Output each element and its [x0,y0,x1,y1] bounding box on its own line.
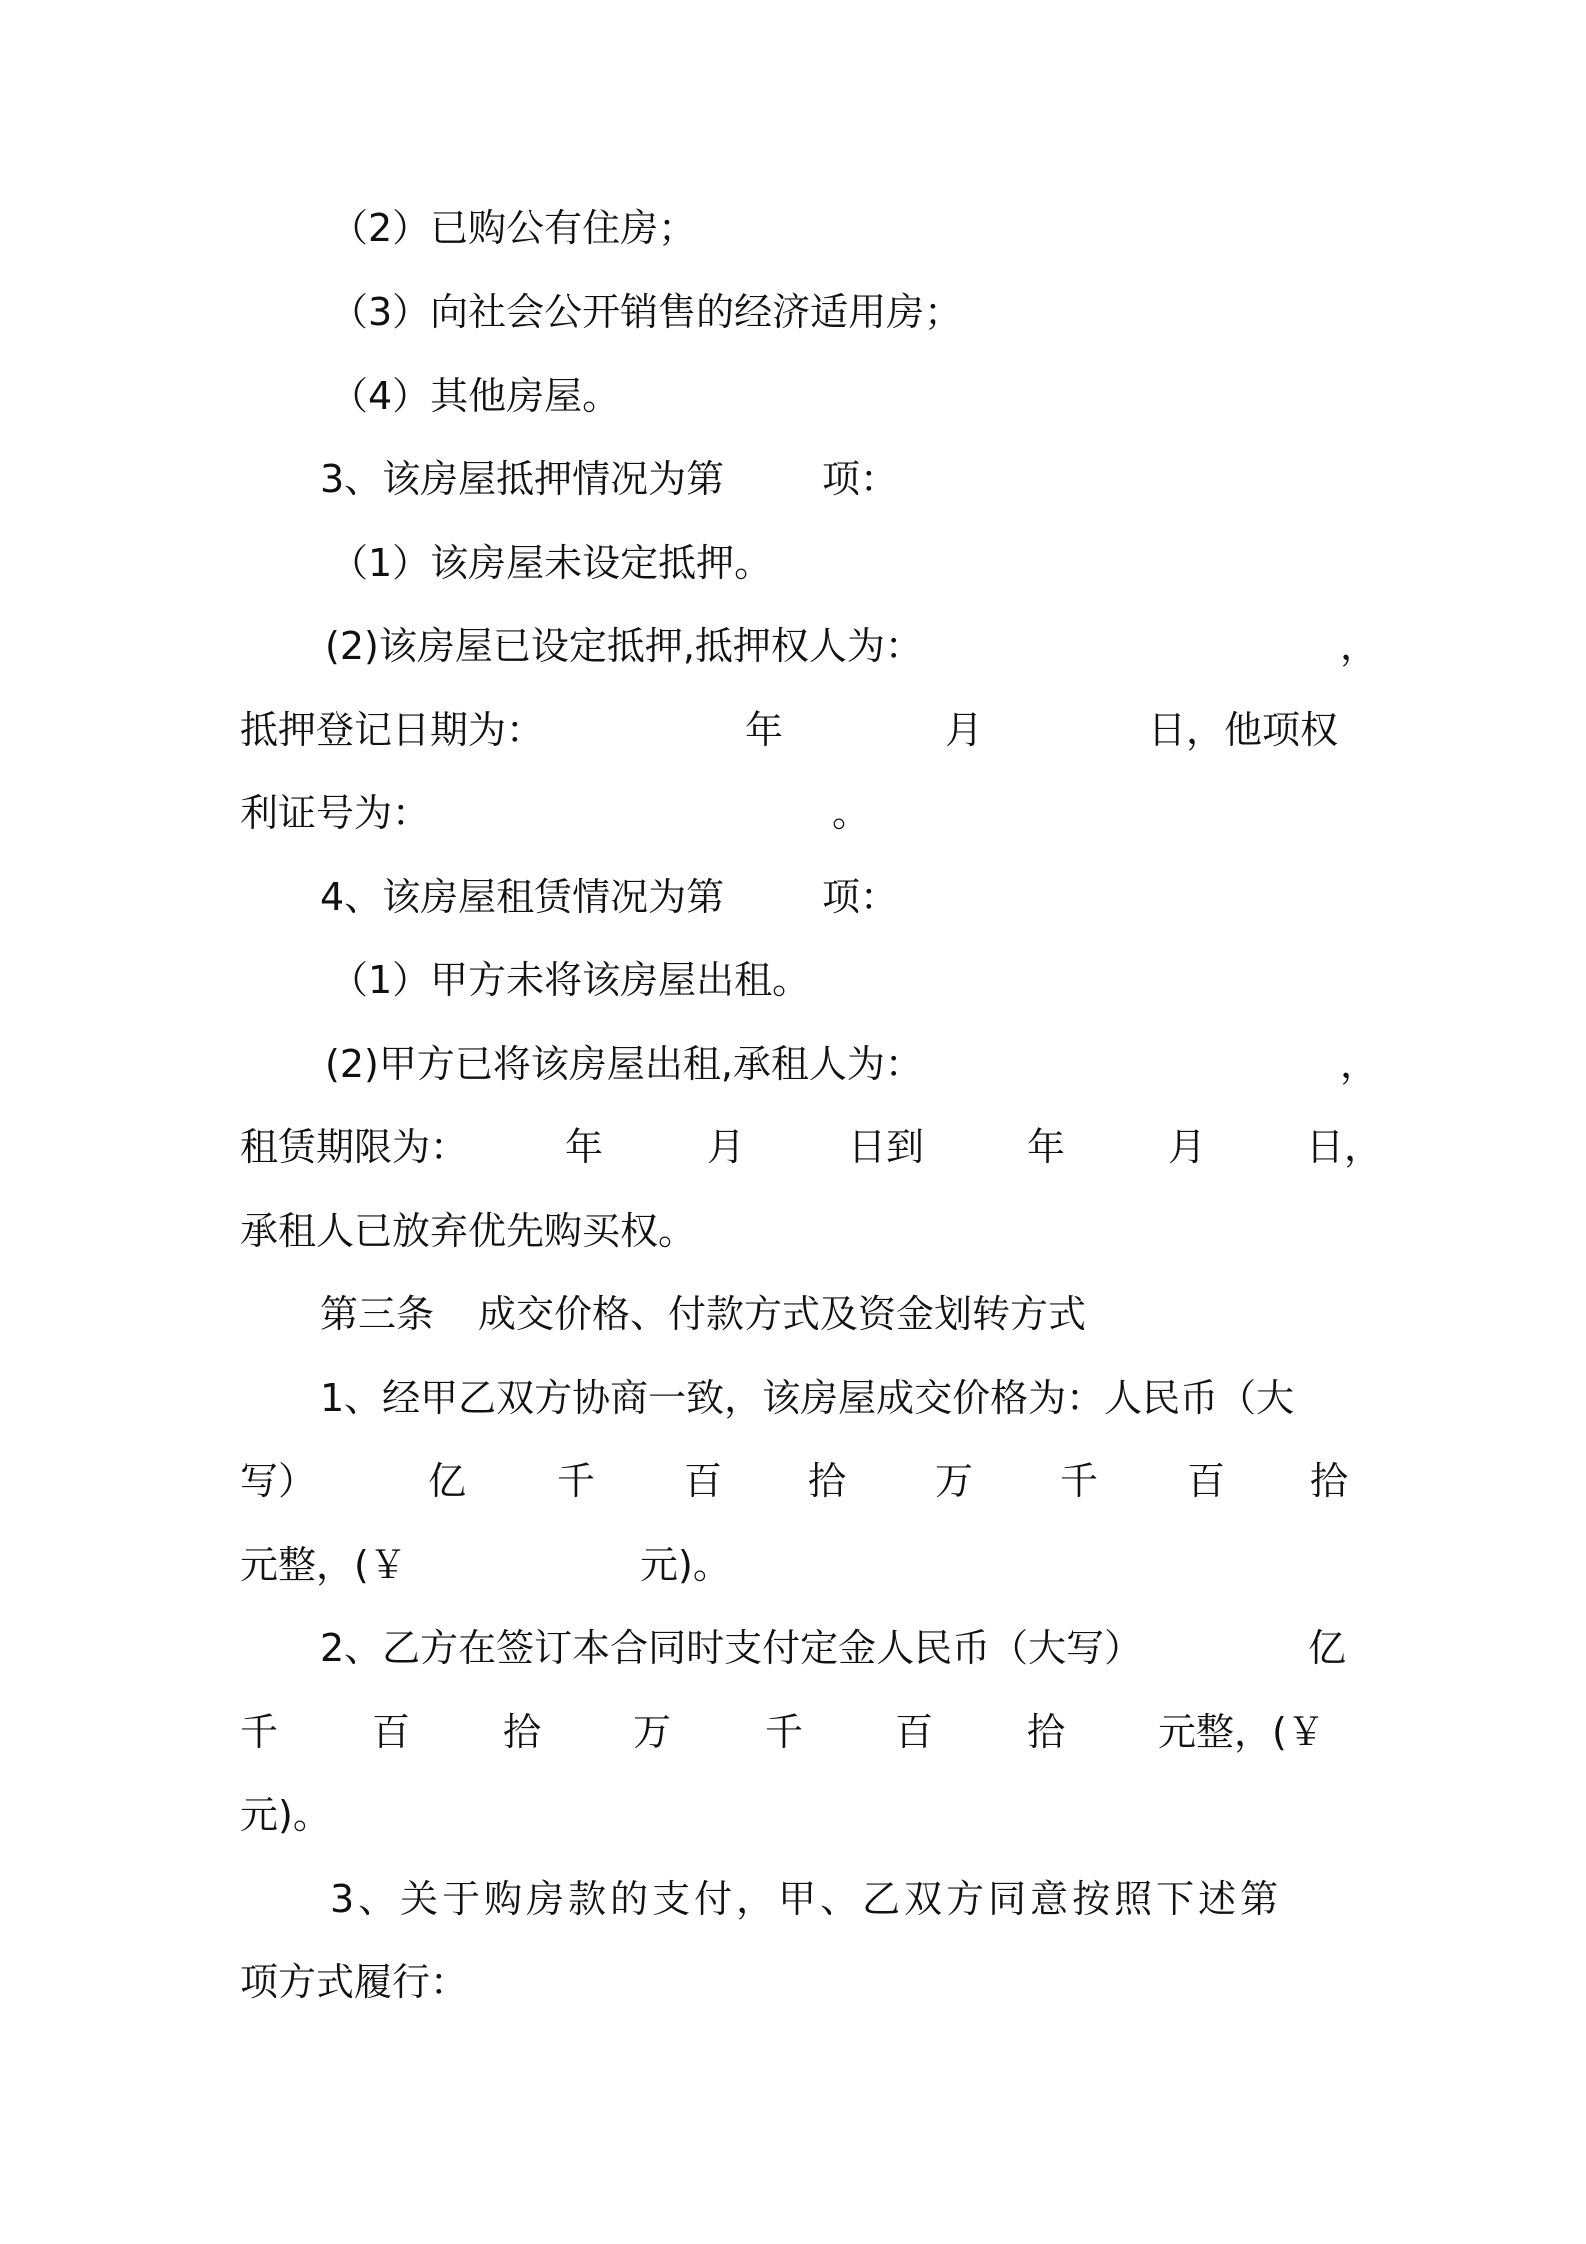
section-heading-title: 成交价格、付款方式及资金划转方式 [478,1292,1087,1336]
text-segment: 百 [372,1710,411,1754]
text-segment: 2、乙方在签订本合同时支付定金人民币（大写） [320,1626,1143,1670]
text-segment: 利证号为： [240,791,431,835]
text-segment: 承租人已放弃优先购买权。 [240,1209,697,1253]
text-segment: 4、该房屋租赁情况为第 [320,875,725,919]
text-segment: 亿 [1308,1626,1347,1670]
text-segment: 万 [633,1710,672,1754]
text-segment: (2)甲方已将该房屋出租,承租人为： [325,1042,923,1086]
text-segment: （2）已购公有住房； [330,206,697,250]
text-segment: 拾 [1310,1459,1349,1503]
text-segment: 年 [1027,1125,1066,1169]
text-segment: 亿 [428,1459,467,1503]
text-segment: （4）其他房屋。 [330,374,621,418]
text-segment: 拾 [503,1710,542,1754]
text-segment: 千 [557,1459,596,1503]
text-segment: 项： [822,457,899,501]
text-segment: 元)。 [640,1543,731,1587]
text-segment: 千 [1060,1459,1099,1503]
text-segment: 元整，(￥ [240,1543,407,1587]
text-segment: 抵押登记日期为： [240,708,545,752]
text-segment: 。 [832,791,871,835]
text-segment: 拾 [1027,1710,1066,1754]
text-segment: ， [1340,624,1379,668]
text-segment: 日，他项权 [1148,708,1339,752]
text-segment: 年 [565,1125,604,1169]
text-segment: 元)。 [240,1793,331,1837]
text-segment: （1）甲方未将该房屋出租。 [330,958,811,1002]
text-segment: 3、关于购房款的支付，甲、乙双方同意按照下述第 [330,1877,1283,1921]
text-segment: 万 [935,1459,974,1503]
text-segment: （3）向社会公开销售的经济适用房； [330,290,963,334]
text-segment: 千 [240,1710,279,1754]
text-segment: 拾 [808,1459,847,1503]
text-segment: ， [1340,1042,1379,1086]
text-segment: 项方式履行： [240,1960,469,2004]
text-segment: 写） [240,1459,317,1503]
text-segment: 年 [745,708,784,752]
text-segment: 月 [945,708,984,752]
section-heading-number: 第三条 [320,1292,435,1336]
text-segment: 租赁期限为： [240,1125,469,1169]
text-segment: 元整，(￥ [1158,1710,1325,1754]
text-segment: 千 [765,1710,804,1754]
text-segment: 百 [684,1459,723,1503]
text-segment: 3、该房屋抵押情况为第 [320,457,725,501]
text-segment: （1）该房屋未设定抵押。 [330,541,773,585]
text-segment: 百 [1187,1459,1226,1503]
text-segment: (2)该房屋已设定抵押,抵押权人为： [325,624,923,668]
text-segment: 1、经甲乙双方协商一致，该房屋成交价格为：人民币（大 [320,1376,1295,1420]
text-segment: 月 [1168,1125,1207,1169]
text-segment: 月 [707,1125,746,1169]
text-segment: 日， [1306,1125,1383,1169]
text-segment: 百 [895,1710,934,1754]
text-segment: 项： [822,875,899,919]
text-segment: 日到 [848,1125,925,1169]
